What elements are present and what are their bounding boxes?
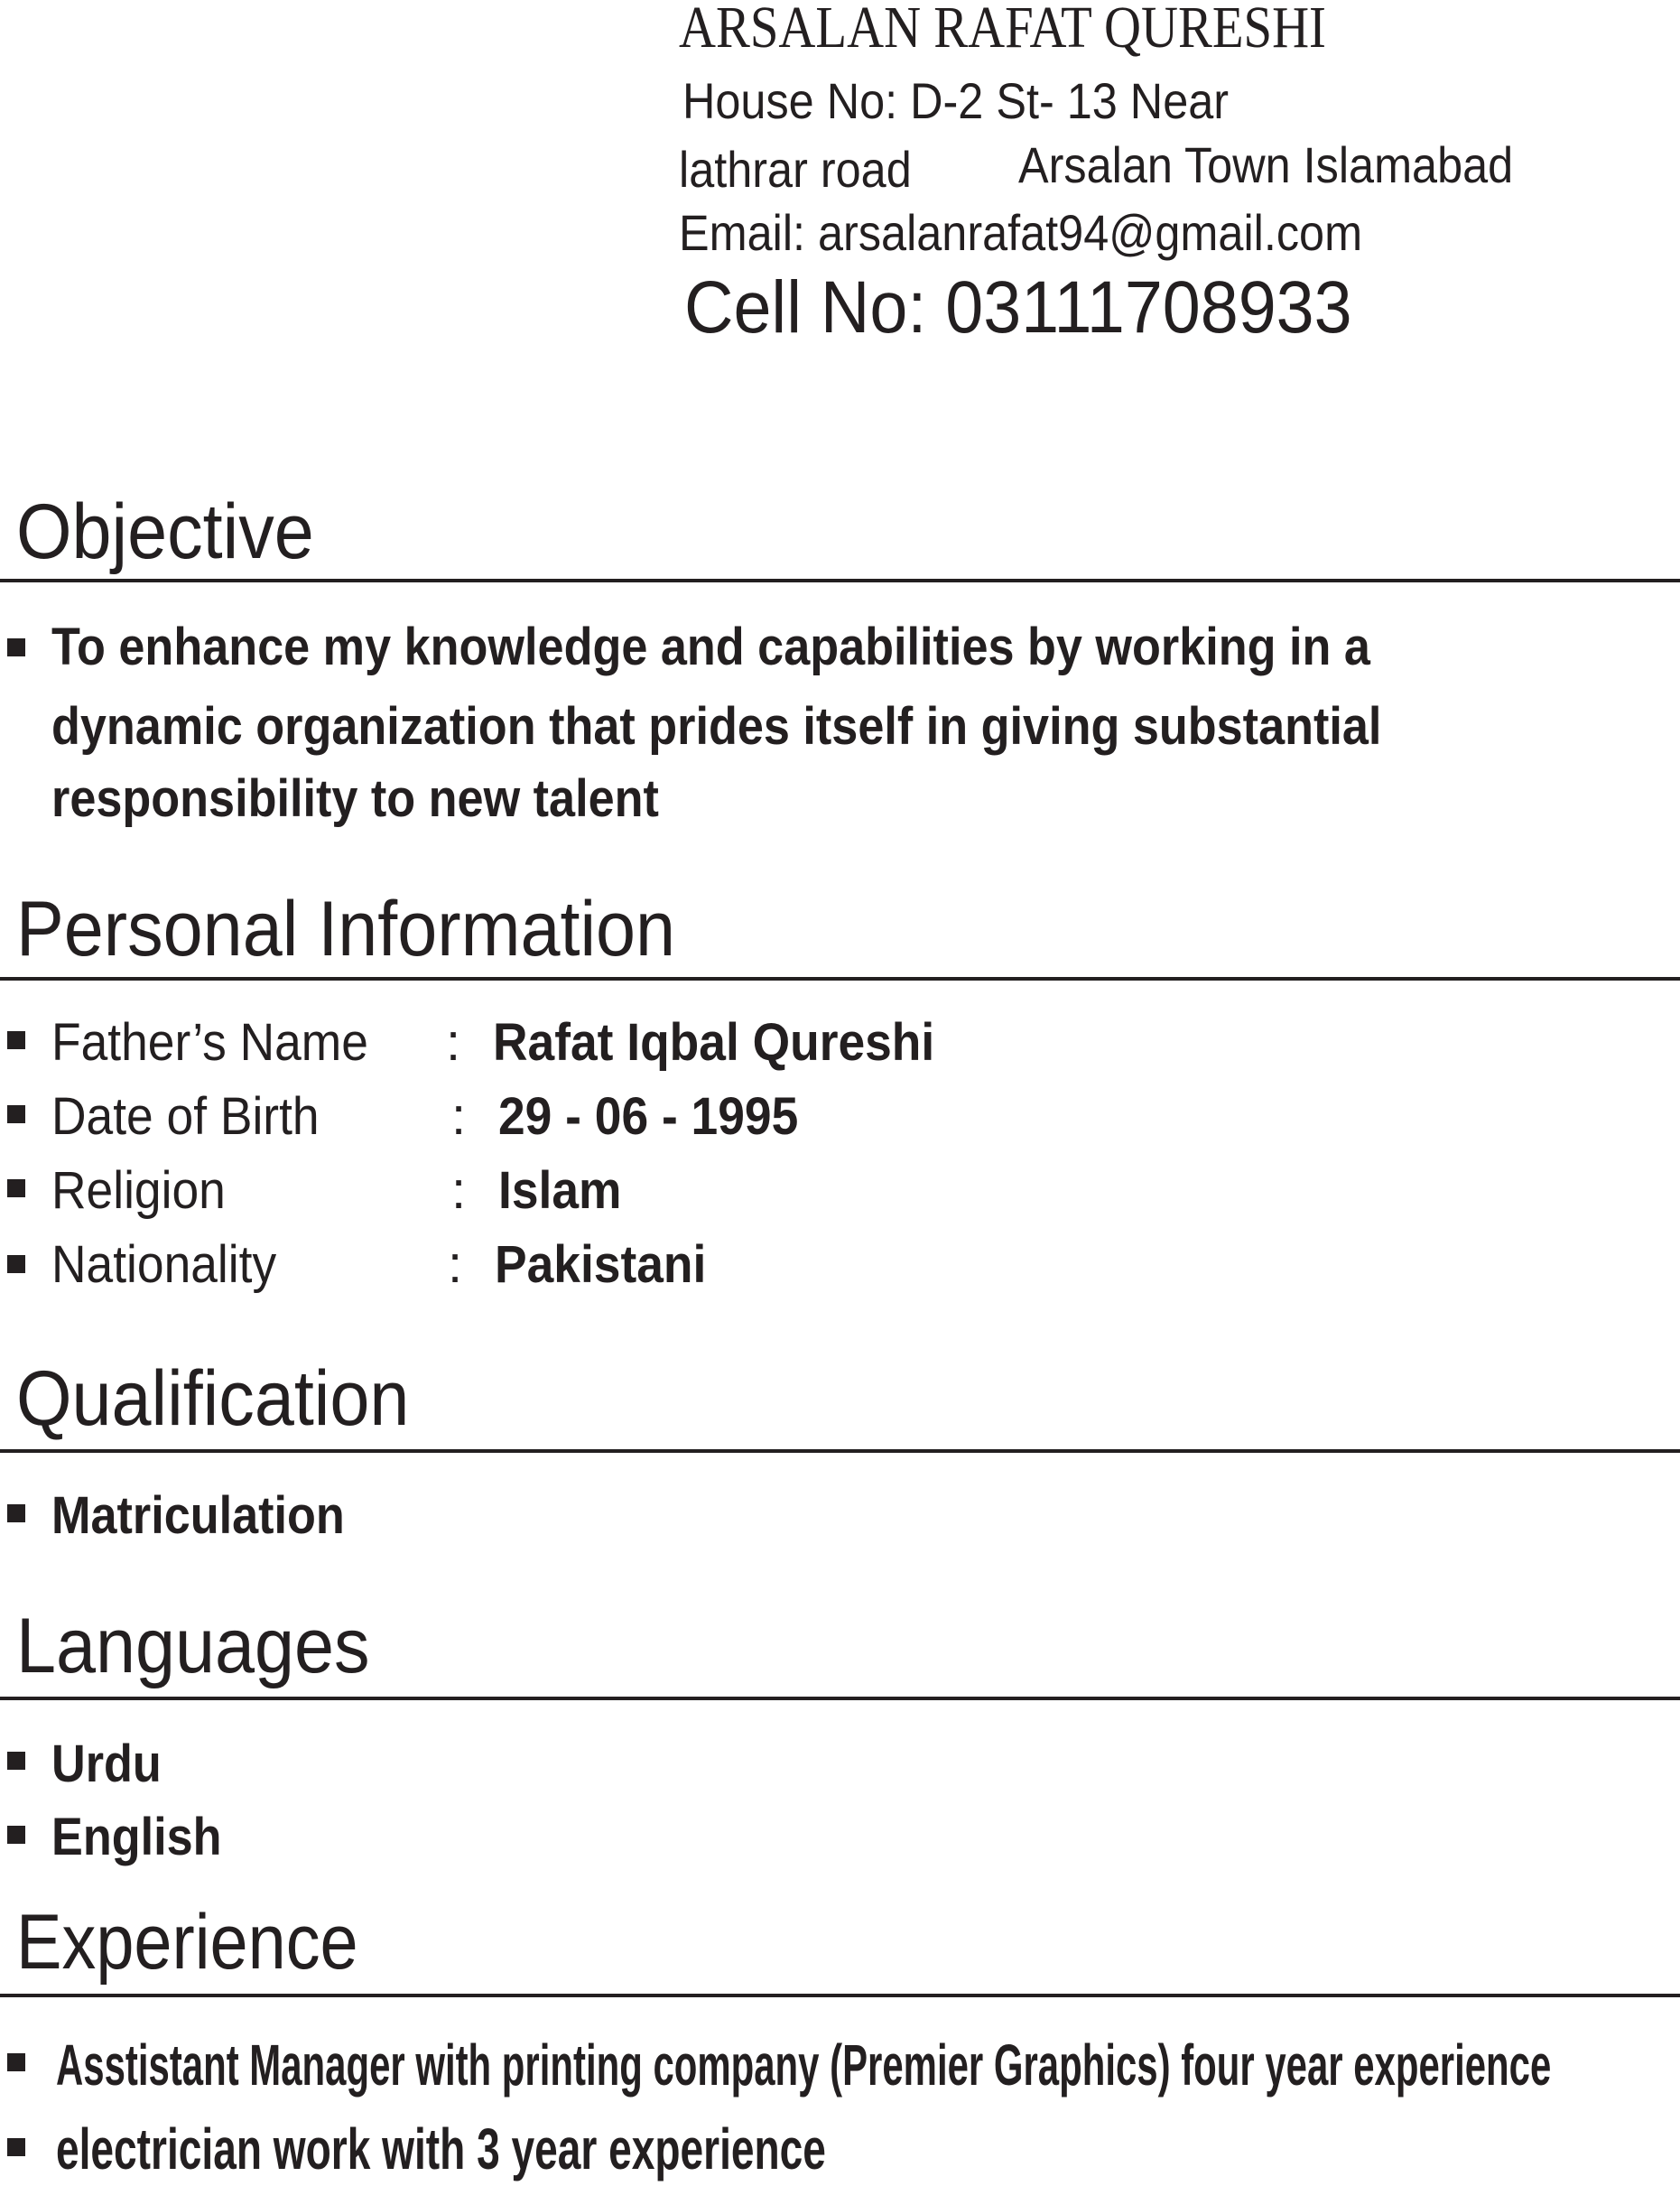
section-title-languages: Languages <box>16 1603 370 1689</box>
info-label: Nationality <box>51 1235 277 1294</box>
experience-item-2: electrician work with 3 year experience <box>56 2116 826 2181</box>
qualification-item: Matriculation <box>51 1486 345 1545</box>
square-bullet-icon <box>7 1031 25 1049</box>
objective-line-1: To enhance my knowledge and capabilities by working in a <box>51 618 1370 676</box>
square-bullet-icon <box>7 1752 25 1770</box>
info-separator: : <box>451 1087 467 1146</box>
email-text: Email: arsalanrafat94@gmail.com <box>679 204 1363 261</box>
experience-item-1: Asstistant Manager with printing company (Premier Graphics) four year experience <box>56 2033 1552 2098</box>
info-label: Father’s Name <box>51 1013 368 1072</box>
square-bullet-icon <box>7 638 25 656</box>
objective-line-3: responsibility to new talent <box>51 769 659 828</box>
section-divider <box>0 1697 1680 1700</box>
language-item-english: English <box>51 1808 222 1866</box>
section-divider <box>0 1449 1680 1453</box>
candidate-name: ARSALAN RAFAT QURESHI <box>679 0 1326 60</box>
square-bullet-icon <box>7 1826 25 1844</box>
square-bullet-icon <box>7 1179 25 1197</box>
address-line-1: House No: D-2 St- 13 Near <box>682 72 1230 129</box>
square-bullet-icon <box>7 2138 25 2156</box>
objective-line-2: dynamic organization that prides itself in giving substantial <box>51 697 1382 756</box>
info-separator: : <box>448 1235 463 1294</box>
cell-number: Cell No: 03111708933 <box>684 266 1352 349</box>
section-title-experience: Experience <box>16 1899 358 1986</box>
address-line-2b: Arsalan Town Islamabad <box>1018 136 1514 193</box>
square-bullet-icon <box>7 1504 25 1522</box>
info-label: Religion <box>51 1161 226 1220</box>
square-bullet-icon <box>7 1255 25 1273</box>
info-label: Date of Birth <box>51 1087 320 1146</box>
section-divider <box>0 1994 1680 1997</box>
square-bullet-icon <box>7 2053 25 2071</box>
section-divider <box>0 977 1680 981</box>
section-title-personal-information: Personal Information <box>16 886 676 972</box>
square-bullet-icon <box>7 1105 25 1123</box>
language-item-urdu: Urdu <box>51 1735 162 1793</box>
info-separator: : <box>446 1013 461 1072</box>
info-value: Pakistani <box>495 1235 707 1294</box>
info-separator: : <box>451 1161 467 1220</box>
info-value: 29 - 06 - 1995 <box>498 1087 799 1146</box>
info-value: Islam <box>498 1161 622 1220</box>
section-title-qualification: Qualification <box>16 1355 410 1442</box>
info-value: Rafat Iqbal Qureshi <box>493 1013 935 1072</box>
address-line-2a: lathrar road <box>679 141 912 198</box>
section-divider <box>0 579 1680 582</box>
section-title-objective: Objective <box>16 488 314 575</box>
